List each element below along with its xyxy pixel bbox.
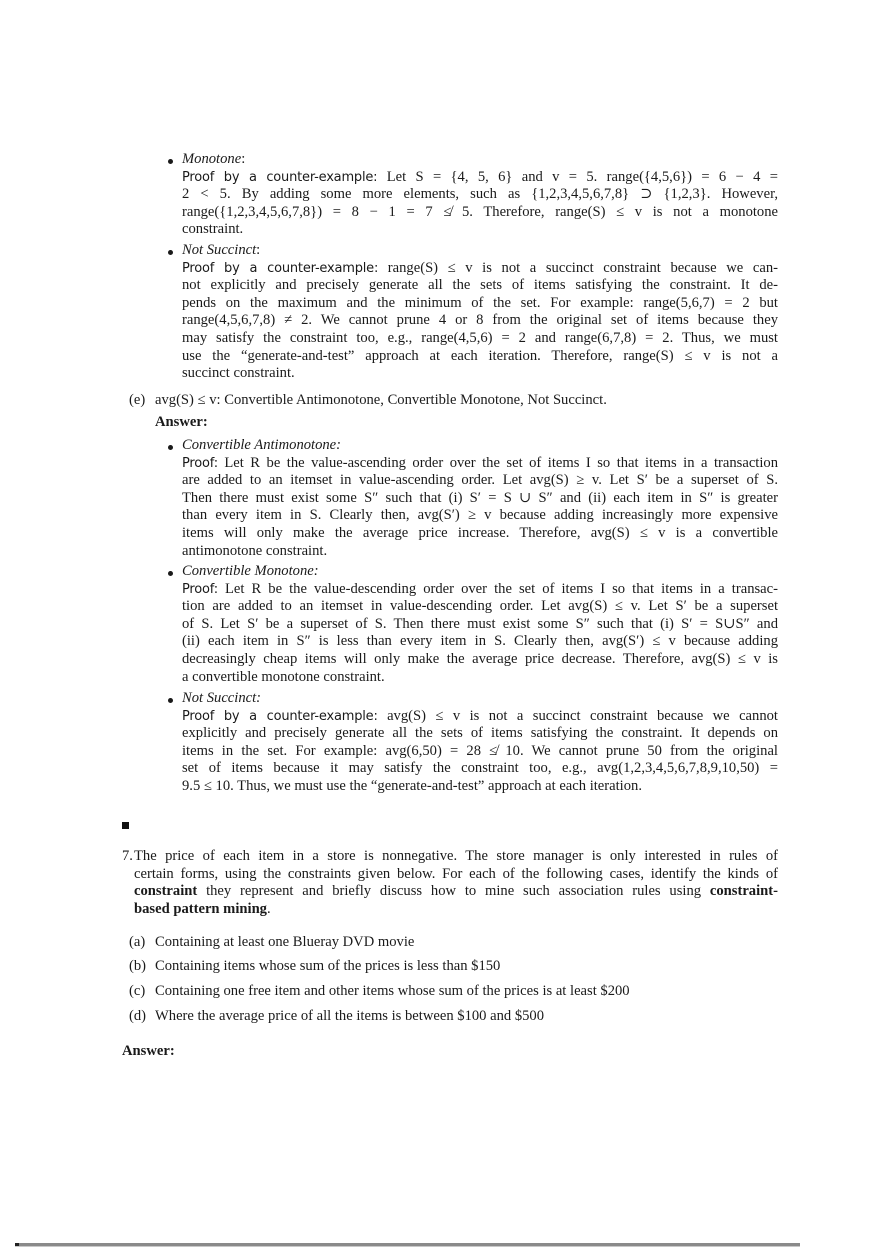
not-succinct-range-item: Not Succinct: Proof by a counter-example: range(S) ≤ v is not a succinct constraint because we can- not explicitly and precisely generate all the sets of items satisfying the constraint. It de- pends on the maximum and the minimum of the set. For example: range(5,6,7) = 2 but range(4,5,6,7,8) ≠ 2. We cannot prune 4 or 8 from the original set of items because they may satisfy the constraint too, e.g., range(4,5,6) = 2 and range(6,7,8) = 2. Thus, we must use the “generate-and-test” approach at each iteration. Therefore, range(S) ≤ v is not a succinct constraint. [182, 242, 778, 382]
item-title: Convertible Antimonotone: [182, 437, 342, 453]
proof-label: Proof: [182, 581, 218, 597]
bullet-icon [168, 445, 173, 450]
question-7-text: The price of each item in a store is nonnegative. The store manager is only interested in rules of certain forms, using the constraints given below. For each of the following cases, identify the kinds of constraint they represent and briefly discuss how to mine such association rules using constraint- based pattern mining. [134, 848, 778, 917]
item-title: Convertible Monotone: [182, 563, 319, 579]
item-title: Not Succinct [182, 242, 257, 258]
answer-label: Answer: [155, 414, 208, 430]
monotone-item: Monotone: Proof by a counter-example: Let S = {4, 5, 6} and v = 5. range({4,5,6}) = 6 − 4 = 2 < 5. By adding some more elements, such as {1,2,3,4,5,6,7,8} ⊃ {1,2,3}. However, range({1,2,3,4,5,6,7,8}) = 8 − 1 = 7 ≰ 5. Therefore, range(S) ≤ v is not a monotone constraint. [182, 151, 778, 238]
subitem-text: Where the average price of all the items is between $100 and $500 [155, 1008, 545, 1024]
bullet-icon [168, 159, 173, 164]
part-e-statement: avg(S) ≤ v: Convertible Antimonotone, Convertible Monotone, Not Succinct. [155, 392, 607, 408]
convertible-antimonotone-item: Convertible Antimonotone: Proof: Let R be the value-ascending order over the set of items I so that items in a transaction are added to an itemset in value-ascending order. Let avg(S) ≥ v. Let S′ be a superset of S. Then there must exist some S″ such that (i) S′ = S ∪ S″ and (ii) each item in S″ is greater than every item in S. Clearly then, avg(S′) ≥ v because adding increasingly more expensive items will only make the average price increase. Therefore, avg(S) ≤ v is a convertible antimonotone constraint. [182, 437, 778, 559]
item-title: Monotone [182, 151, 242, 167]
proof-label: Proof by a counter-example: [182, 708, 378, 724]
item-title: Not Succinct: [182, 690, 262, 706]
subitem-label: (b) [129, 958, 147, 974]
subitem-text: Containing one free item and other items whose sum of the prices is at least $200 [155, 983, 630, 999]
subitem-text: Containing at least one Blueray DVD movie [155, 934, 415, 950]
convertible-monotone-item: Convertible Monotone: Proof: Let R be the value-descending order over the set of items I so that items in a transac- tion are added to an itemset in value-descending order. Let avg(S) ≤ v. Let S′ be a superset of S. Let S′ be a superset of S. Then there must exist some S″ such that (i) S′ = S∪S″ and (ii) each item in S″ is less than every item in S. Clearly then, avg(S′) ≤ v because adding decreasingly cheap items will only make the average price decrease. Therefore, avg(S) ≤ v is a convertible monotone constraint. [182, 563, 778, 685]
subitem-label: (c) [129, 983, 146, 999]
subitem-label: (d) [129, 1008, 147, 1024]
answer-label: Answer: [122, 1043, 175, 1059]
subitem-text: Containing items whose sum of the prices is less than $150 [155, 958, 501, 974]
bullet-icon [168, 571, 173, 576]
bullet-icon [168, 698, 173, 703]
bullet-icon [168, 250, 173, 255]
qed-square-icon [122, 822, 129, 829]
not-succinct-avg-item: Not Succinct: Proof by a counter-example: avg(S) ≤ v is not a succinct constraint because we cannot explicitly and precisely generate all the sets of items satisfying the constraint. It depends on items in the set. For example: avg(6,50) = 28 ≰ 10. We cannot prune 50 from the original set of items because it may satisfy the constraint too, e.g., avg(1,2,3,4,5,6,7,8,9,10,50) = 9.5 ≤ 10. Thus, we must use the “generate-and-test” approach at each iteration. [182, 690, 778, 794]
horizontal-scrollbar[interactable] [15, 1243, 800, 1247]
subitem-label: (a) [129, 934, 146, 950]
part-e-label: (e) [129, 392, 146, 408]
proof-label: Proof by a counter-example: [182, 169, 378, 185]
scrollbar-cap [15, 1243, 19, 1246]
proof-label: Proof: [182, 455, 218, 471]
proof-label: Proof by a counter-example: [182, 260, 379, 276]
question-number: 7. [122, 848, 133, 864]
